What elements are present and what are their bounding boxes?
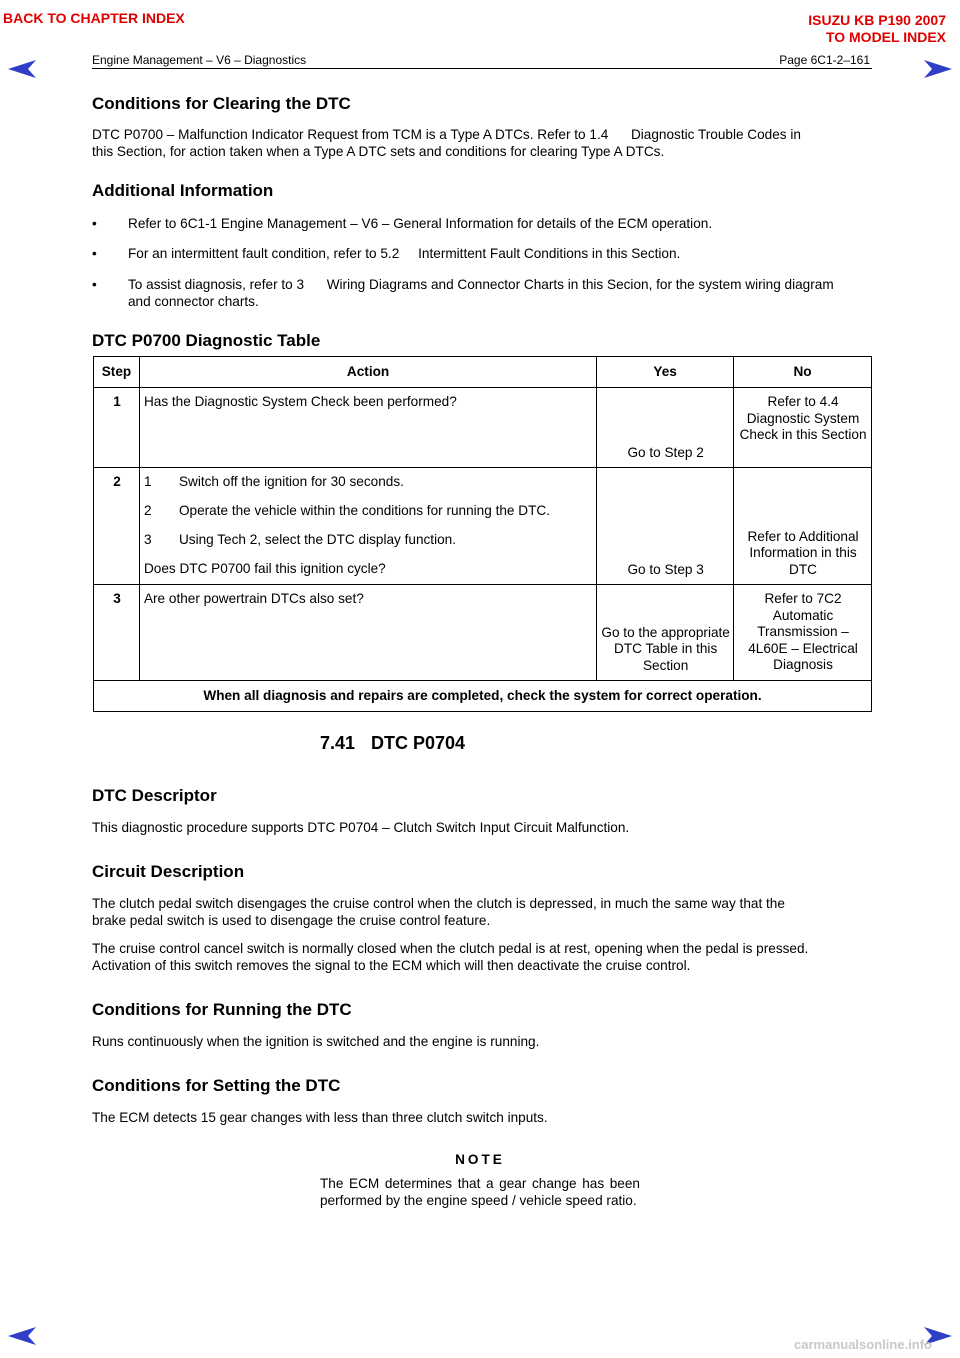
table-header-row — [94, 357, 872, 388]
clearing-line-1: DTC P0700 – Malfunction Indicator Request from TCM is a Type A DTCs. Refer to 1.4 Diagnostic Trouble Codes in — [92, 127, 801, 142]
substep-text: Switch off the ignition for 30 seconds. — [178, 474, 404, 489]
yes-cell: Go to the appropriate DTC Table in this Section — [597, 585, 734, 681]
descriptor-heading: DTC Descriptor — [92, 786, 217, 805]
column-header-yes: Yes — [597, 357, 734, 388]
header-page-number: Page 6C1-2–161 — [779, 53, 870, 67]
no-cell: Refer to 7C2 Automatic Transmission – 4L60E – Electrical Diagnosis — [734, 585, 872, 681]
substep-item — [144, 474, 593, 491]
previous-page-arrow-bottom-icon[interactable] — [8, 1327, 36, 1345]
back-to-chapter-index-link[interactable]: BACK TO CHAPTER INDEX — [3, 10, 185, 26]
column-header-no: No — [734, 357, 872, 388]
circuit-paragraph-2 — [92, 940, 872, 974]
descriptor-text: This diagnostic procedure supports DTC P0704 – Clutch Switch Input Circuit Malfunction. — [92, 820, 630, 835]
header-rule — [92, 68, 872, 69]
column-header-action: Action — [139, 357, 596, 388]
action-cell: Has the Diagnostic System Check been performed? — [139, 388, 596, 468]
column-header-step: Step — [94, 357, 140, 388]
table-footer-text: When all diagnosis and repairs are completed, check the system for correct operation. — [94, 681, 872, 712]
table-footer-row — [94, 681, 872, 712]
section-number: 7.41 — [320, 733, 356, 753]
circuit-p1-line-1: The clutch pedal switch disengages the cruise control when the clutch is depressed, in much the same way that the — [92, 896, 785, 911]
action-cell: Are other powertrain DTCs also set? — [139, 585, 596, 681]
circuit-p2-line-2: Activation of this switch removes the signal to the ECM which will then deactivate the cruise control. — [92, 958, 691, 973]
yes-cell: Go to Step 2 — [597, 388, 734, 468]
section-name: DTC P0704 — [371, 733, 466, 753]
action-cell — [139, 468, 596, 585]
action-question: Does DTC P0700 fail this ignition cycle? — [143, 561, 386, 576]
next-page-arrow-icon[interactable] — [924, 60, 952, 78]
substep-text: Using Tech 2, select the DTC display function. — [178, 532, 456, 547]
no-cell: Refer to 4.4 Diagnostic System Check in this Section — [734, 388, 872, 468]
watermark: carmanualsonline.info — [794, 1337, 932, 1352]
step-number: 3 — [94, 585, 140, 681]
substep-number: 3 — [143, 532, 152, 547]
header-chapter-title: Engine Management – V6 – Diagnostics — [92, 53, 307, 67]
step-number: 1 — [94, 388, 140, 468]
running-heading: Conditions for Running the DTC — [92, 1000, 352, 1019]
yes-cell: Go to Step 3 — [597, 468, 734, 585]
setting-heading: Conditions for Setting the DTC — [92, 1076, 341, 1095]
table-row — [94, 585, 872, 681]
additional-heading: Additional Information — [92, 181, 274, 200]
model-index-link[interactable] — [808, 12, 946, 46]
note-heading: NOTE — [455, 1152, 505, 1167]
model-title: ISUZU KB P190 2007 — [808, 12, 946, 28]
setting-text: The ECM detects 15 gear changes with less than three clutch switch inputs. — [92, 1110, 548, 1125]
bullet-text: To assist diagnosis, refer to 3 Wiring Diagrams and Connector Charts in this Secion, for the system wiring diagram and connector charts. — [128, 277, 838, 309]
clearing-heading: Conditions for Clearing the DTC — [92, 94, 351, 113]
substep-item — [144, 503, 593, 520]
substep-item — [144, 532, 593, 549]
circuit-p1-line-2: brake pedal switch is used to disengage the cruise control feature. — [92, 913, 491, 928]
diagnostic-table — [93, 356, 872, 712]
clearing-paragraph — [92, 126, 872, 160]
substep-number: 1 — [143, 474, 152, 489]
substep-text: Operate the vehicle within the conditions for running the DTC. — [178, 503, 550, 518]
circuit-paragraph-1 — [92, 895, 872, 929]
table-row — [94, 388, 872, 468]
section-title — [320, 733, 465, 754]
substep-number: 2 — [143, 503, 152, 518]
bullet-text: For an intermittent fault condition, refer to 5.2 Intermittent Fault Conditions in this Section. — [128, 246, 681, 261]
running-text: Runs continuously when the ignition is switched and the engine is running. — [92, 1034, 540, 1049]
to-model-index-label: TO MODEL INDEX — [825, 29, 946, 45]
circuit-p2-line-1: The cruise control cancel switch is normally closed when the clutch pedal is at rest, opening when the pedal is pressed. — [92, 941, 809, 956]
previous-page-arrow-icon[interactable] — [8, 60, 36, 78]
note-text: The ECM determines that a gear change has been performed by the engine speed / vehicle speed ratio. — [320, 1176, 640, 1208]
bullet-dot-icon: • — [92, 216, 97, 231]
circuit-heading: Circuit Description — [92, 862, 245, 881]
bullet-dot-icon: • — [92, 277, 97, 292]
table-heading: DTC P0700 Diagnostic Table — [92, 331, 321, 350]
table-row — [94, 468, 872, 585]
bullet-dot-icon: • — [92, 246, 97, 261]
bullet-text: Refer to 6C1-1 Engine Management – V6 – General Information for details of the ECM operation. — [128, 216, 713, 231]
clearing-line-2: this Section, for action taken when a Type A DTC sets and conditions for clearing Type A DTCs. — [92, 144, 665, 159]
step-number: 2 — [94, 468, 140, 585]
no-cell: Refer to Additional Information in this DTC — [734, 468, 872, 585]
